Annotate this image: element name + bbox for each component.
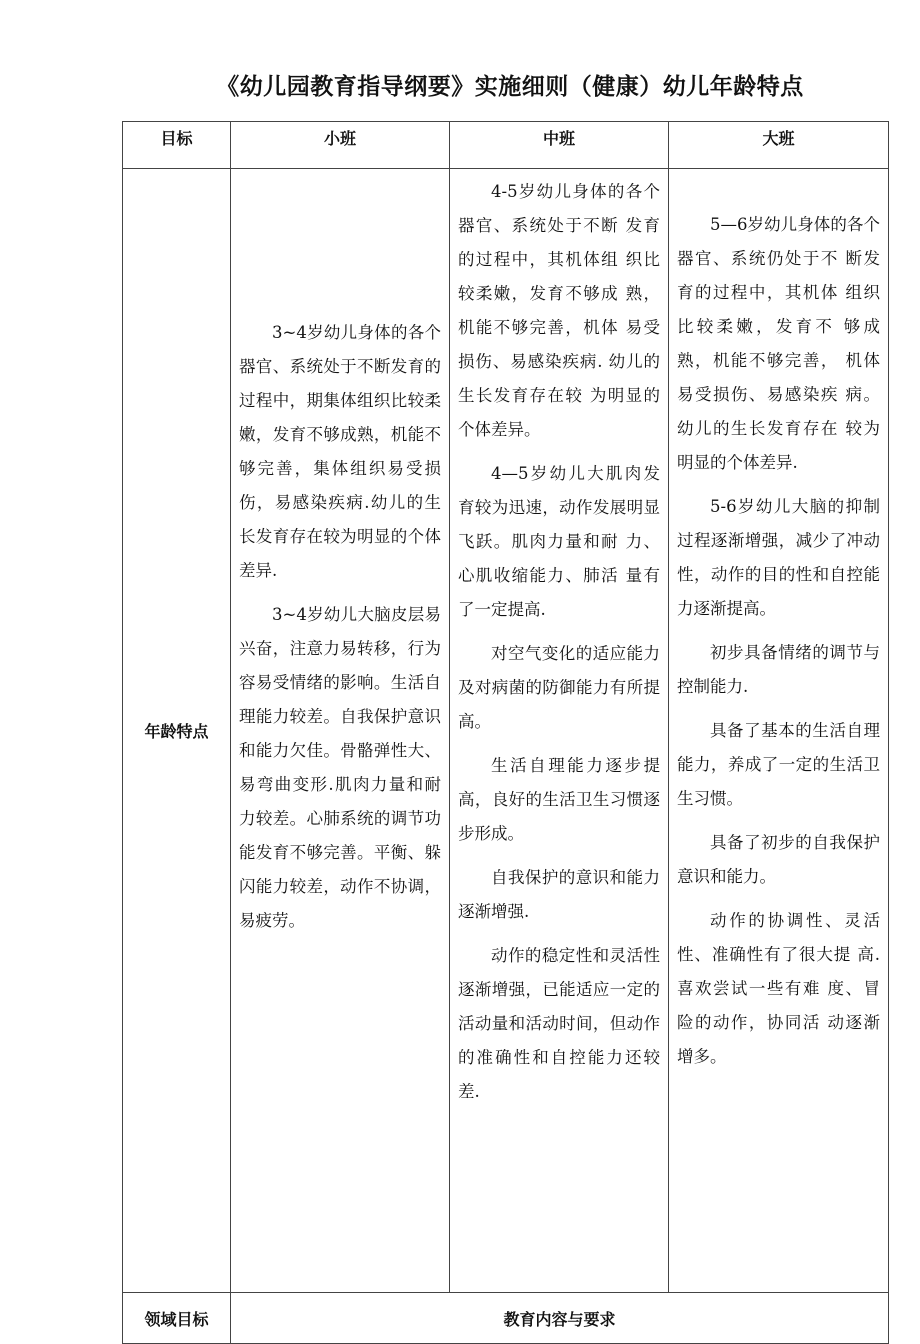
header-middle-class: 中班 xyxy=(450,122,669,169)
middle-paragraph: 自我保护的意识和能力逐渐增强. xyxy=(458,868,660,921)
footer-content: 教育内容与要求 xyxy=(231,1293,889,1344)
middle-paragraph: 对空气变化的适应能力及对病菌的防御能力有所提高。 xyxy=(458,644,660,731)
row-label-age: 年龄特点 xyxy=(123,169,231,1293)
header-target: 目标 xyxy=(123,122,231,169)
age-characteristics-row xyxy=(123,169,889,1293)
large-paragraph: 具备了初步的自我保护意识和能力。 xyxy=(677,833,880,886)
small-paragraph: 3~4岁幼儿身体的各个器官、系统处于不断发育的过程中，期集体组织比较柔嫩，发育不够成熟，机能不够完善，集体组织易受损伤，易感染疾病.幼儿的生长发育存在较为明显的个体差异. xyxy=(239,323,441,580)
footer-label: 领域目标 xyxy=(123,1293,231,1344)
header-large-class: 大班 xyxy=(669,122,889,169)
large-class-cell xyxy=(669,169,889,1293)
large-paragraph: 动作的协调性、灵活性、准确性有了很大提 高.喜欢尝试一些有难 度、冒险的动作，协同活 动逐渐增多。 xyxy=(677,911,880,1066)
middle-paragraph: 生活自理能力逐步提高，良好的生活卫生习惯逐步形成。 xyxy=(458,756,660,843)
header-small-class: 小班 xyxy=(231,122,450,169)
large-paragraph: 5—6岁幼儿身体的各个器官、系统仍处于不 断发育的过程中，其机体 组织比较柔嫩，发育不 够成熟，机能不够完善， 机体易受损伤、易感染疾 病。幼儿的生长发育存在 较为明显的个体差异. xyxy=(677,215,880,472)
domain-target-row xyxy=(123,1293,889,1344)
small-class-cell xyxy=(231,169,450,1293)
header-row xyxy=(123,122,889,169)
small-paragraph: 3~4岁幼儿大脑皮层易兴奋，注意力易转移，行为容易受情绪的影响。生活自理能力较差。自我保护意识和能力欠佳。骨骼弹性大、易弯曲变形.肌肉力量和耐力较差。心肺系统的调节功能发育不够完善。平衡、躲闪能力较差，动作不协调，易疲劳。 xyxy=(239,605,441,930)
large-paragraph: 初步具备情绪的调节与控制能力. xyxy=(677,643,880,696)
middle-paragraph: 4—5岁幼儿大肌肉发育较为迅速，动作发展明显飞跃。肌肉力量和耐 力、心肌收缩能力、肺活 量有了一定提高. xyxy=(458,464,660,619)
middle-class-cell xyxy=(450,169,669,1293)
large-paragraph: 具备了基本的生活自理能力，养成了一定的生活卫生习惯。 xyxy=(677,721,880,808)
large-paragraph: 5-6岁幼儿大脑的抑制过程逐渐增强，减少了冲动性，动作的目的性和自控能力逐渐提高。 xyxy=(677,497,880,618)
page-title: 《幼儿园教育指导纲要》实施细则（健康）幼儿年龄特点 xyxy=(216,74,804,100)
middle-paragraph: 4-5岁幼儿身体的各个器官、系统处于不断 发育的过程中，其机体组 织比较柔嫩，发育不够成 熟，机能不够完善，机体 易受损伤、易感染疾病. 幼儿的生长发育存在较 为明显的个体差异。 xyxy=(458,182,660,439)
middle-paragraph: 动作的稳定性和灵活性逐渐增强，已能适应一定的活动量和活动时间，但动作的准确性和自控能力还较差. xyxy=(458,946,660,1101)
age-characteristics-table xyxy=(122,121,889,1344)
